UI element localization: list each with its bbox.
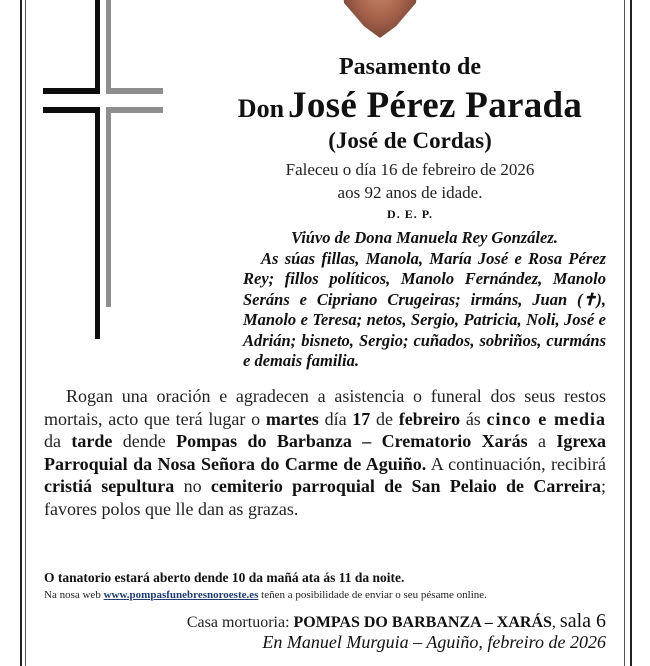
church: Igrexa Parroquial da Nosa Señora do Carme de Aguiño. [44,431,606,474]
mortuary-room: sala 6 [559,610,606,632]
origin: Pompas do Barbanza – Crematorio Xarás [176,431,528,451]
name-main: José Pérez Parada [288,85,583,126]
title-prefix: Don [237,94,285,123]
cross-icon [0,0,200,350]
time: cinco e media [486,408,606,429]
age: aos 92 anos de idade. [337,183,483,202]
death-date: Faleceu o día 16 de febreiro de 2026 [285,160,535,179]
online-condolences: Na nosa web www.pompasfunebresnoroeste.es teñen a posibilidade de enviar o seu pésame online. [44,589,487,601]
relatives: As súas fillas, Manola, María José e Rosa Pérez Rey; fillos políticos, Manolo Fernández, Manolo Seráns e Cipriano Crugeiras; irmáns, Juan (✝), Manolo e Teresa; netos, Sergio, Patricia, Noli, José e Adrián; bisneto, Sergio; cuñados, sobriños, curmáns e demais familia. [243,248,606,370]
mortuary-info: Casa mortuoria: POMPAS DO BARBANZA – XARÁS, sala 6 [186,610,606,632]
day-num: 17 [352,408,371,429]
heading: Pasamento de [339,54,481,80]
alias: (José de Cordas) [328,128,492,153]
funeral-details: Rogan una oración e agradecen a asistencia o funeral dos seus restos mortais, acto que terá lugar o martes día 17 de febreiro ás cinco e media da tarde dende Pompas do Barbanza – Crematorio Xarás a Igrexa Parroquial da Nosa Señora do Carme de Aguiño. A continuación, recibirá cristiá sepultura no cemiterio parroquial de San Pelaio de Carreira; favores polos que lle dan as grazas. [44,386,606,519]
dep-abbrev: D. E. P. [387,207,433,221]
website-link[interactable]: www.pompasfunebresnoroeste.es [103,589,259,601]
family-list [243,228,606,372]
part-of-day: tarde [71,431,113,451]
burial: cristiá sepultura [44,476,175,496]
day-name: martes [265,408,319,429]
cemetery: cemiterio parroquial de San Pelaio de Carreira [210,476,601,496]
widower-line: Viúvo de Dona Manuela Rey González. [291,228,558,247]
mortuary-house: POMPAS DO BARBANZA – XARÁS [293,614,552,631]
month: febreiro [398,408,461,429]
signoff: En Manuel Murguia – Aguiño, febreiro de 2026 [262,632,606,652]
wake-hours: O tanatorio estará aberto dende 10 da mañá ata ás 11 da noite. [44,570,405,585]
deceased-name [200,84,620,127]
